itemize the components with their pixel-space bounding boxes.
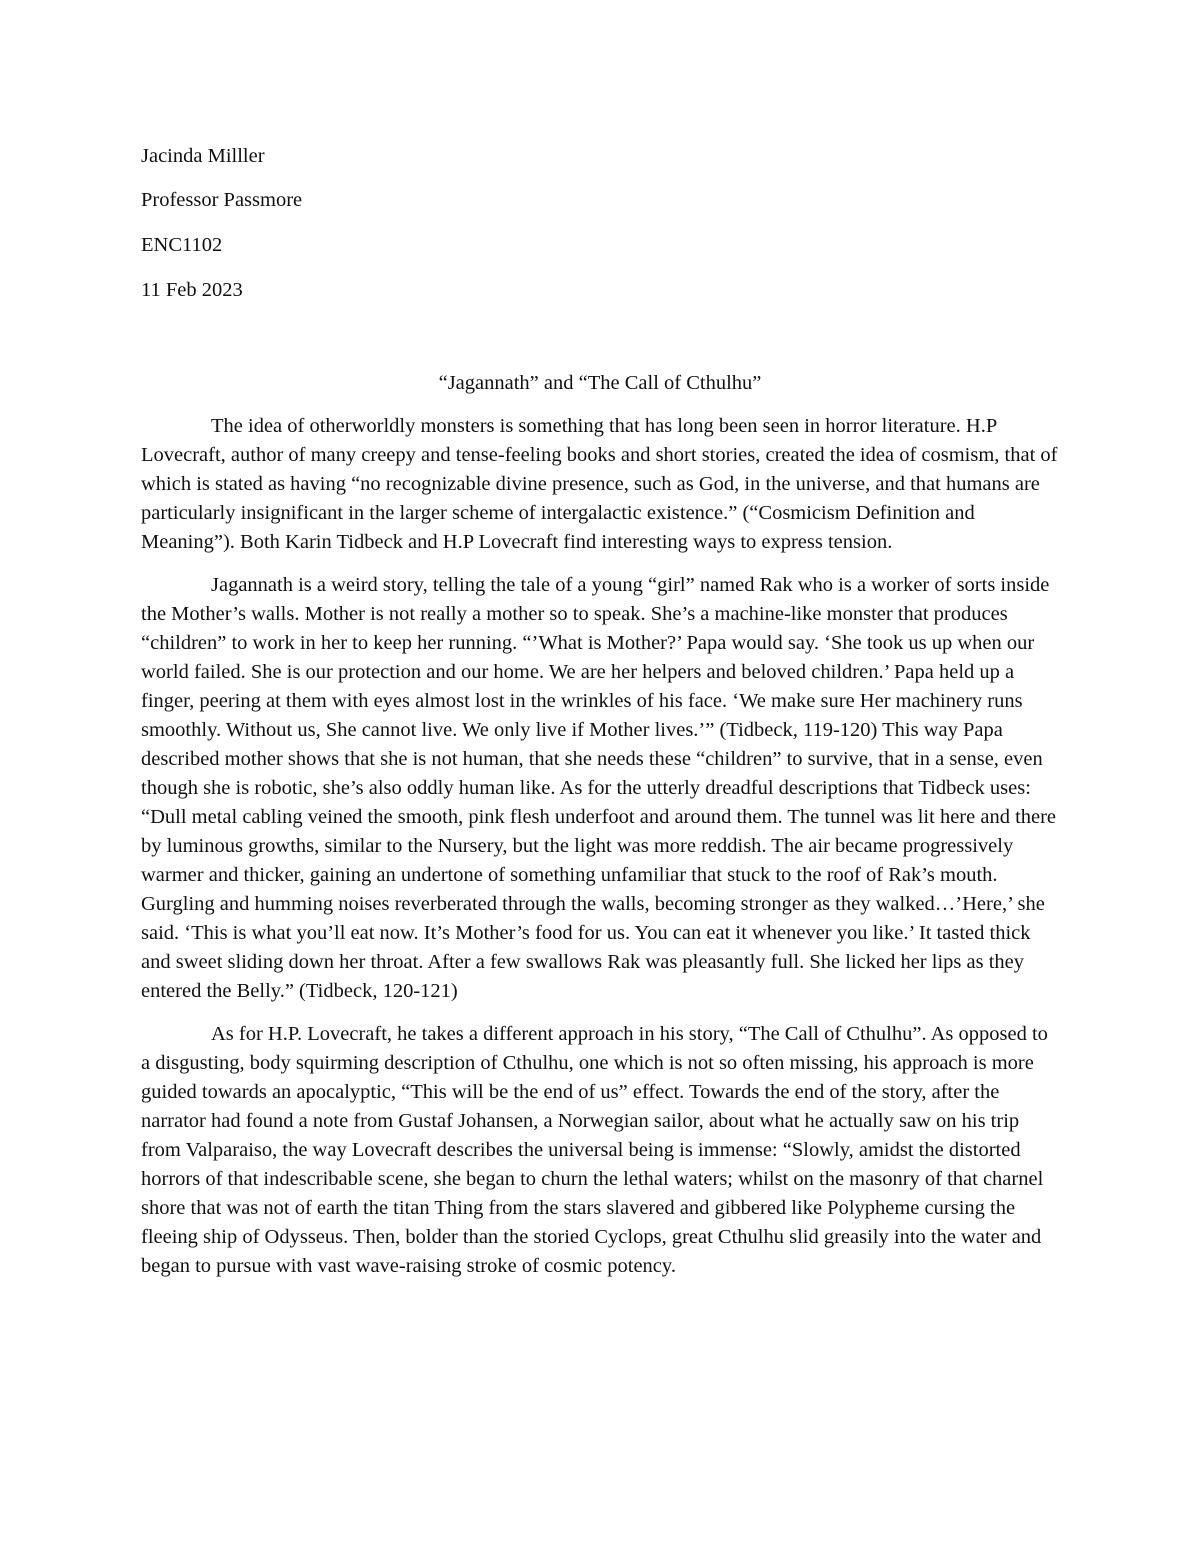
essay-title: “Jagannath” and “The Call of Cthulhu” [438,372,762,394]
student-name: Jacinda Milller [141,145,265,167]
paragraph-2: Jagannath is a weird story, telling the tale of a young “girl” named Rak who is a worker of sorts inside the Mother’s walls. Mother is not really a mother so to speak. She’s a machine-like monster that produces “children” to work in her to keep her running. “’What is Mother?’ Papa would say. ‘She took us up when our world failed. She is our protection and our home. We are her helpers and beloved children.’ Papa held up a finger, peering at them with eyes almost lost in the wrinkles of his face. ‘We make sure Her machinery runs smoothly. Without us, She cannot live. We only live if Mother lives.’” (Tidbeck, 119-120) This way Papa described mother shows that she is not human, that she needs these “children” to survive, that in a sense, even though she is robotic, she’s also oddly human like. As for the utterly dreadful descriptions that Tidbeck uses: “Dull metal cabling veined the smooth, pink flesh underfoot and around them. The tunnel was lit here and there by luminous growths, similar to the Nursery, but the light was more reddish. The air became progressively warmer and thicker, gaining an undertone of something unfamiliar that stuck to the roof of Rak’s mouth. Gurgling and humming noises reverberated through the walls, becoming stronger as they walked…’Here,’ she said. ‘This is what you’ll eat now. It’s Mother’s food for us. You can eat it whenever you like.’ It tasted thick and sweet sliding down her throat. After a few swallows Rak was pleasantly full. She licked her lips as they entered the Belly.” (Tidbeck, 120-121) [141,574,1057,1002]
professor-name: Professor Passmore [141,189,303,211]
paragraph-1: The idea of otherworldly monsters is something that has long been seen in horror literature. H.P Lovecraft, author of many creepy and tense-feeling books and short stories, created the idea of cosmism, that of which is stated as having “no recognizable divine presence, such as God, in the universe, and that humans are particularly insignificant in the larger scheme of intergalactic existence.” (“Cosmicism Definition and Meaning”). Both Karin Tidbeck and H.P Lovecraft find interesting ways to express tension. [141,415,1058,553]
course-code: ENC1102 [141,234,223,256]
essay-body [141,412,1061,1295]
paragraph-3: As for H.P. Lovecraft, he takes a different approach in his story, “The Call of Cthulhu”. As opposed to a disgusting, body squirming description of Cthulhu, one which is not so often missing, his approach is more guided towards an apocalyptic, “This will be the end of us” effect. Towards the end of the story, after the narrator had found a note from Gustaf Johansen, a Norwegian sailor, about what he actually saw on his trip from Valparaiso, the way Lovecraft describes the universal being is immense: “Slowly, amidst the distorted horrors of that indescribable scene, she began to churn the lethal waters; whilst on the masonry of that charnel shore that was not of earth the titan Thing from the stars slavered and gibbered like Polypheme cursing the fleeing ship of Odysseus. Then, bolder than the storied Cyclops, great Cthulhu slid greasily into the water and began to pursue with vast wave-raising stroke of cosmic potency. [141,1023,1048,1277]
date: 11 Feb 2023 [141,279,243,301]
